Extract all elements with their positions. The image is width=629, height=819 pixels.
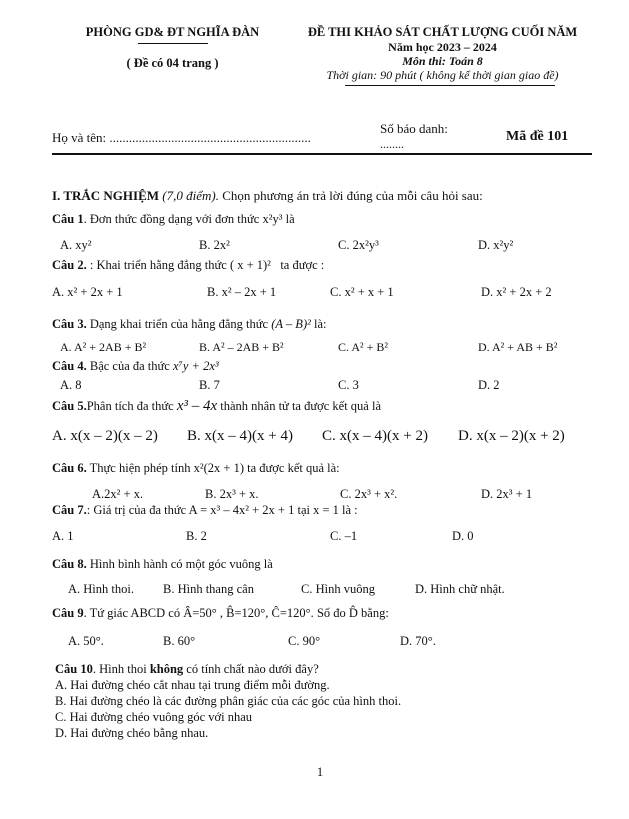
question-emphasis: không <box>149 662 184 676</box>
question-label: Câu 3. <box>52 317 87 331</box>
question-label: Câu 9 <box>52 606 84 620</box>
option-a[interactable]: A. x(x – 2)(x – 2) <box>52 428 158 444</box>
question-label: Câu 2. <box>52 258 87 272</box>
option-d[interactable]: D. x(x – 2)(x + 2) <box>458 428 565 444</box>
option-c[interactable]: C. x(x – 4)(x + 2) <box>322 428 428 444</box>
option-a-text: A. Hình thoi. <box>68 582 134 596</box>
question-text: : Giá trị của đa thức <box>86 503 187 517</box>
option-a[interactable]: A. 50°. <box>68 634 104 648</box>
option-c[interactable]: C. 3 <box>338 378 359 392</box>
option-c[interactable]: C. 2x³ + x². <box>340 487 398 501</box>
question-6 <box>52 461 340 476</box>
question-expression: x²y³ <box>262 212 283 226</box>
department-name: PHÒNG GD& ĐT NGHĨA ĐÀN <box>85 25 260 39</box>
question-expression: (A – B)² <box>271 317 311 331</box>
option-b[interactable]: B. Hai đường chéo là các đường phân giác của các góc của hình thoi. <box>55 694 402 708</box>
question-1 <box>52 212 295 227</box>
option-d[interactable]: D. x² + 2x + 2 <box>481 285 552 299</box>
option-a[interactable]: A. 8 <box>60 378 82 392</box>
option-a[interactable]: A. Hai đường chéo cắt nhau tại trung điểm mỗi đường. <box>55 678 330 692</box>
question-text-end: là <box>285 212 295 226</box>
page-number: 1 <box>316 765 324 779</box>
question-text: Phân tích đa thức <box>86 399 174 413</box>
option-a[interactable]: A. A² + 2AB + B² <box>60 340 147 354</box>
option-d[interactable]: D. 2x³ + 1 <box>481 487 533 501</box>
question-text: . Đơn thức đồng dạng với đơn thức <box>83 212 260 226</box>
question-expression: ( x + 1)² <box>229 258 271 272</box>
option-b[interactable]: B. 60° <box>163 634 196 648</box>
question-label: Câu 1 <box>52 212 84 226</box>
section-instruction: Chọn phương án trả lời đúng của mỗi câu hỏi sau: <box>222 188 483 203</box>
option-a[interactable]: A. 1 <box>52 529 74 543</box>
option-b[interactable]: B. A² – 2AB + B² <box>199 340 284 354</box>
question-expression: x³ – 4x <box>176 398 218 414</box>
option-b[interactable]: B. Hình thang cân <box>163 582 254 596</box>
question-2 <box>52 258 324 273</box>
question-4 <box>52 359 219 374</box>
question-text: Bậc của đa thức <box>89 359 170 373</box>
option-d[interactable]: D. 0 <box>452 529 474 543</box>
header-rule <box>345 85 555 86</box>
question-text: . Hình thoi <box>92 662 147 676</box>
question-text-end: tại x = 1 là : <box>297 503 358 517</box>
question-text: Thực hiện phép tính <box>89 461 191 475</box>
question-5 <box>52 398 381 415</box>
school-year: Năm học 2023 – 2024 <box>388 40 497 54</box>
question-text: Hình bình hành có một góc vuông là <box>89 557 273 571</box>
question-text-end: Số đo D̂ bằng: <box>316 606 389 620</box>
option-d[interactable]: D. Hình chữ nhật. <box>415 582 505 596</box>
question-label: Câu 5. <box>52 399 87 413</box>
question-text-end: là: <box>313 317 327 331</box>
question-label: Câu 7. <box>52 503 87 517</box>
option-a[interactable]: A.2x² + x. <box>92 487 144 501</box>
option-b[interactable]: B. 7 <box>199 378 220 392</box>
student-name-field[interactable]: Họ và tên: .............................................................. <box>52 130 311 145</box>
question-label: Câu 4. <box>52 359 87 373</box>
option-c[interactable]: C. Hai đường chéo vuông góc với nhau <box>55 710 253 724</box>
option-b[interactable]: B. x² – 2x + 1 <box>207 285 277 299</box>
question-text-end: ta được : <box>280 258 325 272</box>
divider <box>52 153 592 155</box>
question-3 <box>52 317 326 332</box>
option-a[interactable] <box>68 582 134 597</box>
question-text-end: có tính chất nào dưới đây? <box>186 662 319 676</box>
question-text: : Khai triển hằng đẳng thức <box>89 258 227 272</box>
option-b[interactable]: B. 2x³ + x. <box>205 487 259 501</box>
option-d[interactable]: D. A² + AB + B² <box>478 340 558 354</box>
option-b[interactable]: B. x(x – 4)(x + 4) <box>187 428 293 444</box>
question-label: Câu 8. <box>52 557 87 571</box>
page-count-note: ( Đề có 04 trang ) <box>126 56 219 70</box>
exam-title: ĐỀ THI KHẢO SÁT CHẤT LƯỢNG CUỐI NĂM <box>307 25 578 39</box>
section-heading <box>52 188 483 204</box>
candidate-number-field[interactable]: ........ <box>380 137 404 151</box>
question-expression: Â=50° , B̂=120°, Ĉ=120°. <box>183 606 314 620</box>
question-expression: x²(2x + 1) <box>193 461 244 475</box>
option-d[interactable]: D. x²y² <box>478 238 514 252</box>
option-c[interactable]: C. –1 <box>330 529 358 543</box>
question-label: Câu 10 <box>55 662 93 676</box>
option-d[interactable]: D. 70°. <box>400 634 436 648</box>
question-10 <box>55 662 319 677</box>
exam-time: Thời gian: 90 phút ( không kể thời gian giao đề) <box>326 68 559 82</box>
exam-subject: Môn thi: Toán 8 <box>402 54 483 68</box>
option-c[interactable]: C. A² + B² <box>338 340 388 354</box>
option-c[interactable]: C. 90° <box>288 634 321 648</box>
option-d[interactable]: D. Hai đường chéo bằng nhau. <box>55 726 209 740</box>
question-label: Câu 6. <box>52 461 87 475</box>
option-d[interactable]: D. 2 <box>478 378 500 392</box>
option-c[interactable]: C. Hình vuông <box>301 582 375 596</box>
header-underline <box>138 43 208 44</box>
option-c[interactable]: C. x² + x + 1 <box>330 285 394 299</box>
question-text: Dạng khai triển của hằng đẳng thức <box>89 317 269 331</box>
question-text: . Tứ giác ABCD có <box>83 606 181 620</box>
question-7 <box>52 503 358 518</box>
option-a[interactable]: A. x² + 2x + 1 <box>52 285 123 299</box>
question-9 <box>52 606 389 621</box>
question-8 <box>52 557 273 572</box>
option-b[interactable]: B. 2 <box>186 529 207 543</box>
section-title: I. TRẮC NGHIỆM <box>52 188 160 203</box>
option-c[interactable]: C. 2x²y³ <box>338 238 379 252</box>
option-a[interactable]: A. xy² <box>60 238 92 252</box>
section-points: (7,0 điểm). <box>162 188 219 203</box>
option-b[interactable]: B. 2x² <box>199 238 230 252</box>
exam-code: Mã đề 101 <box>506 129 569 144</box>
question-expression: x⁷y + 2x³ <box>172 359 219 373</box>
question-expression: A = x³ – 4x² + 2x + 1 <box>188 503 295 517</box>
question-text-end: thành nhân tử ta được kết quả là <box>220 399 382 413</box>
candidate-number-label: Số báo danh: <box>380 121 448 136</box>
question-text-end: ta được kết quả là: <box>247 461 340 475</box>
